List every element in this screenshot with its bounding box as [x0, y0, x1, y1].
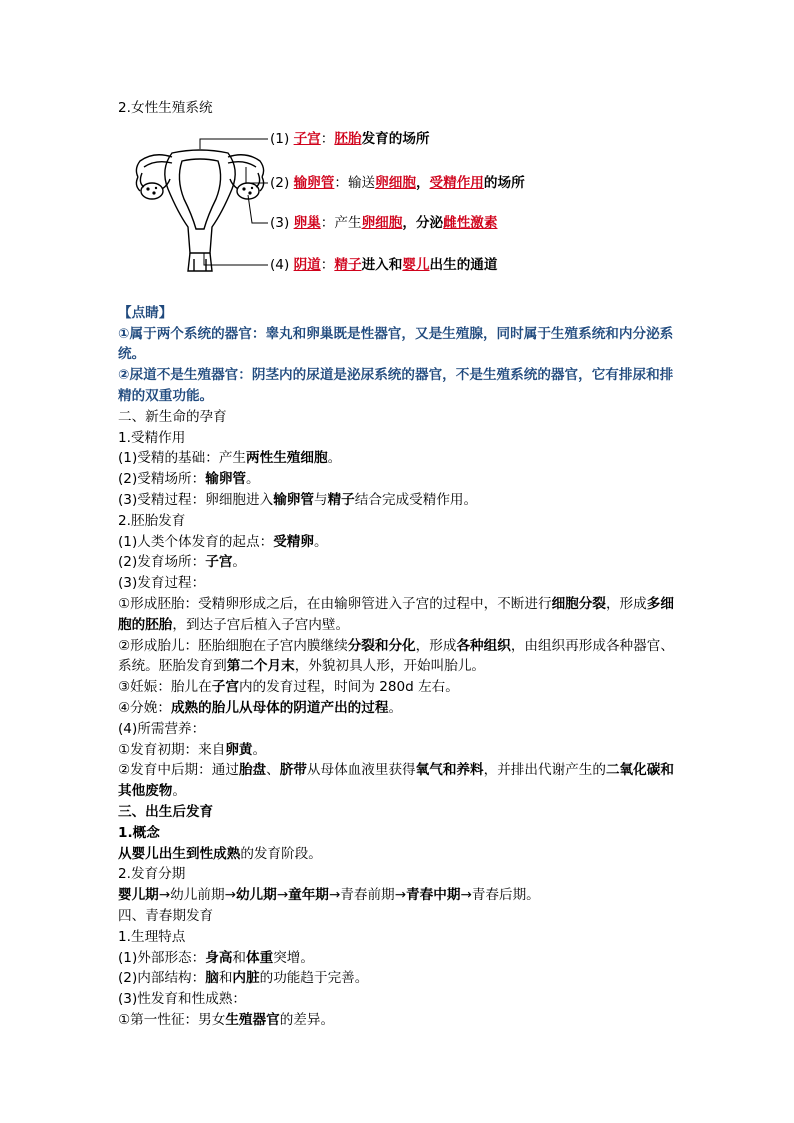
- nutrition-heading: (4)所需营养：: [118, 720, 206, 737]
- diagram-label-vagina: (4) 阴道：精子进入和婴儿出生的通道: [270, 256, 498, 273]
- tip-paragraph-2: ②尿道不是生殖器官：阴茎内的尿道是泌尿系统的器官，不是生殖系统的器官，它有排尿和排精的双重功能。: [118, 367, 674, 404]
- document-content: [118, 98, 680, 1031]
- subheading-stages: 2.发育分期: [118, 866, 186, 883]
- primary-sex-characteristics: ①第一性征：男女生殖器官的差异。: [118, 1011, 335, 1028]
- nutrition-later: ②发育中后期：通过胎盘、脐带从母体血液里获得氧气和养料，并排出代谢产生的二氧化碳和其他废物。: [118, 762, 674, 800]
- fertilization-basis: (1)受精的基础：产生两性生殖细胞。: [118, 450, 342, 467]
- organ-vagina: 阴道: [293, 256, 321, 273]
- nutrition-early: ①发育初期：来自卵黄。: [118, 741, 267, 758]
- external-form: (1)外部形态：身高和体重突增。: [118, 949, 314, 966]
- organ-ovary: 卵巢: [293, 214, 321, 231]
- organ-fallopian-tube: 输卵管: [293, 174, 335, 191]
- tip-title: 【点睛】: [118, 304, 173, 321]
- diagram-label-ovary: (3) 卵巢：产生卵细胞，分泌雌性激素: [270, 214, 498, 231]
- embryo-process-heading: (3)发育过程：: [118, 575, 206, 592]
- fertilization-site: (2)受精场所：输卵管。: [118, 471, 260, 488]
- embryo-formation: ①形成胚胎：受精卵形成之后，在由输卵管进入子宫的过程中，不断进行细胞分裂，形成多细胞的胚胎，到达子宫后植入子宫内壁。: [118, 595, 674, 633]
- pregnancy: ③妊娠：胎儿在子宫内的发育过程，时间为 280d 左右。: [118, 679, 459, 696]
- diagram-label-fallopian-tube: (2) 输卵管：输送卵细胞，受精作用的场所: [270, 174, 525, 191]
- subheading-physiology: 1.生理特点: [118, 928, 186, 945]
- childbirth: ④分娩：成熟的胎儿从母体的阴道产出的过程。: [118, 699, 403, 716]
- section-heading-female-reproductive: 2.女性生殖系统: [118, 100, 213, 116]
- subheading-embryo-development: 2.胚胎发育: [118, 512, 186, 529]
- female-reproductive-diagram: [118, 119, 680, 283]
- organ-uterus: 子宫: [293, 130, 321, 147]
- tip-paragraph-1: ①属于两个系统的器官：睾丸和卵巢既是性器官，又是生殖腺，同时属于生殖系统和内分泌系统。: [118, 325, 674, 363]
- internal-structure: (2)内部结构：脑和内脏的功能趋于完善。: [118, 970, 369, 987]
- section-heading-puberty: 四、青春期发育: [118, 907, 214, 924]
- sexual-development: (3)性发育和性成熟：: [118, 991, 247, 1008]
- diagram-label-uterus: (1) 子宫：胚胎发育的场所: [270, 130, 430, 147]
- stages-list: 婴儿期→幼儿前期→幼儿期→童年期→青春前期→青春中期→青春后期。: [118, 887, 540, 904]
- diagram-leader-lines: [118, 119, 278, 283]
- embryo-start-point: (1)人类个体发育的起点：受精卵。: [118, 533, 328, 550]
- fertilization-process: (3)受精过程：卵细胞进入输卵管与精子结合完成受精作用。: [118, 491, 478, 508]
- concept-text: 从婴儿出生到性成熟的发育阶段。: [118, 845, 322, 862]
- fetus-formation: ②形成胎儿：胚胎细胞在子宫内膜继续分裂和分化，形成各种组织，由组织再形成各种器官、系统。胚胎发育到第二个月末，外貌初具人形，开始叫胎儿。: [118, 637, 674, 675]
- section-heading-postnatal: 三、出生后发育: [118, 803, 214, 820]
- subheading-concept: 1.概念: [118, 824, 160, 841]
- section-heading-new-life: 二、新生命的孕育: [118, 408, 227, 425]
- subheading-fertilization: 1.受精作用: [118, 429, 186, 446]
- embryo-site: (2)发育场所：子宫。: [118, 554, 247, 571]
